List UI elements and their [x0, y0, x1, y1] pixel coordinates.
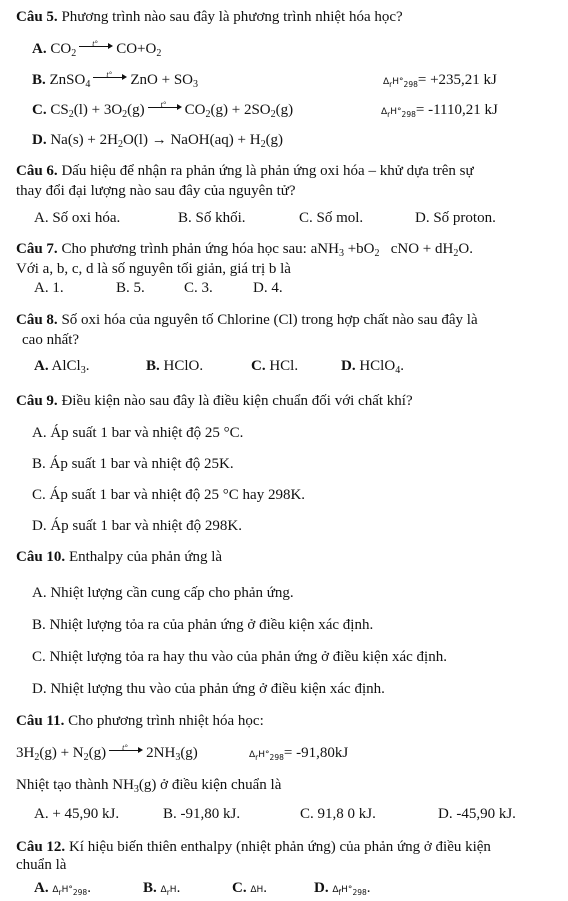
q10-number: Câu 10. — [16, 549, 66, 565]
q12-b-label: B. — [143, 880, 157, 896]
q10-option-d[interactable]: D. Nhiệt lượng thu vào của phản ứng ở điều kiện xác định. — [32, 681, 385, 697]
q12-d-label: D. — [314, 880, 329, 896]
q10-option-b[interactable]: B. Nhiệt lượng tỏa ra của phản ứng ở điều kiện xác định. — [32, 617, 374, 633]
q12-option-b[interactable]: B. $\Delta_rH$. — [143, 880, 181, 897]
q12-number: Câu 12. — [16, 839, 66, 855]
q11-equation: $3H_2(g) + N_2(g)$ t° $2NH_3(g)$ — [16, 743, 198, 763]
q6-option-d[interactable]: D. Số proton. — [415, 210, 496, 226]
q7-option-a[interactable]: A. 1. — [34, 280, 64, 296]
q7-option-d[interactable]: D. 4. — [253, 280, 283, 296]
q9-stem — [16, 392, 413, 410]
q9-text: Điều kiện nào sau đây là điều kiện chuẩn đối với chất khí? — [61, 393, 413, 409]
q10-stem — [16, 548, 222, 566]
q9-number: Câu 9. — [16, 393, 58, 409]
q7-stem: Câu 7. Cho phương trình phản ứng hóa học sau: $aNH_3 +bO_2$ cNO + $dH_2O$. — [16, 241, 473, 259]
q8-a-label: A. — [34, 358, 49, 374]
q5-stem — [16, 8, 403, 26]
q5-option-a[interactable]: A. $CO_2$ t° $CO+O_2$ — [32, 39, 162, 59]
q11-option-c[interactable]: C. 91,8 0 kJ. — [300, 806, 376, 822]
q11-number: Câu 11. — [16, 713, 65, 729]
q11-option-b[interactable]: B. -91,80 kJ. — [163, 806, 241, 822]
q8-c-label: C. — [251, 358, 266, 374]
q8-stem-line2: cao nhất? — [22, 332, 80, 348]
q11-stem — [16, 712, 264, 730]
q5-b-dh-value: +235,21 kJ — [430, 72, 497, 88]
q10-text: Enthalpy của phản ứng là — [68, 549, 223, 565]
q7-text: Cho phương trình phản ứng hóa học sau: — [61, 241, 307, 257]
q11-enthalpy: $\Delta_rH^\circ_{298}= -91,80kJ$ — [249, 745, 349, 762]
q8-stem-line1 — [16, 311, 478, 329]
q11-stem-line3: Nhiệt tạo thành $NH_3(g)$ ở điều kiện chuẩn là — [16, 777, 282, 795]
q5-d-label: D. — [32, 132, 47, 148]
q9-option-c[interactable]: C. Áp suất 1 bar và nhiệt độ 25 °C hay 298K. — [32, 487, 306, 503]
q6-stem-line1 — [16, 162, 474, 180]
q9-option-b[interactable]: B. Áp suất 1 bar và nhiệt độ 25K. — [32, 456, 234, 472]
q5-option-d[interactable]: D. $Na(s) + 2H_2O(l)$ → NaOH(aq) + $H_2(g)$ — [32, 132, 284, 150]
q12-a-label: A. — [34, 880, 49, 896]
q8-option-b[interactable]: B. HClO. — [146, 358, 204, 374]
q12-option-d[interactable]: D. $\Delta_fH^\circ_{298}$. — [314, 880, 371, 897]
q8-number: Câu 8. — [16, 312, 58, 328]
q9-option-d[interactable]: D. Áp suất 1 bar và nhiệt độ 298K. — [32, 518, 242, 534]
q8-option-a[interactable]: A. AlCl$_3$. — [34, 358, 90, 376]
q6-text-line1: Dấu hiệu để nhận ra phản ứng là phản ứng oxi hóa – khử dựa trên sự — [61, 163, 474, 179]
q11-text: Cho phương trình nhiệt hóa học: — [68, 713, 264, 729]
q11-line3-b: (g) ở điều kiện chuẩn là — [138, 777, 282, 793]
q7-number: Câu 7. — [16, 241, 58, 257]
q5-number: Câu 5. — [16, 9, 58, 25]
q8-text-line1: Số oxi hóa của nguyên tố Chlorine (Cl) trong hợp chất nào sau đây là — [61, 312, 478, 328]
q5-option-c[interactable]: C. $CS_2(l) + 3O_2(g)$ t° $CO_2(g) + 2SO_2(g)$ — [32, 100, 294, 120]
q11-option-a[interactable]: A. + 45,90 kJ. — [34, 806, 120, 822]
q5-c-label: C. — [32, 102, 47, 118]
q9-option-a[interactable]: A. Áp suất 1 bar và nhiệt độ 25 °C. — [32, 425, 244, 441]
q12-c-label: C. — [232, 880, 247, 896]
q8-option-c[interactable]: C. HCl. — [251, 358, 299, 374]
q12-text-line1: Kí hiệu biến thiên enthalpy (nhiệt phản ứng) của phản ứng ở điều kiện — [68, 839, 491, 855]
q8-b-label: B. — [146, 358, 160, 374]
q10-option-a[interactable]: A. Nhiệt lượng cần cung cấp cho phản ứng. — [32, 585, 294, 601]
q11-dh-value: -91,80kJ — [296, 745, 349, 761]
q5-text: Phương trình nào sau đây là phương trình nhiệt hóa học? — [61, 9, 403, 25]
q5-c-dh-value: -1110,21 kJ — [428, 102, 498, 118]
q11-option-d[interactable]: D. -45,90 kJ. — [438, 806, 516, 822]
q12-option-a[interactable]: A. $\Delta_rH^\circ_{298}$. — [34, 880, 91, 897]
q6-option-c[interactable]: C. Số mol. — [299, 210, 364, 226]
q5-c-enthalpy: $\Delta_rH^\circ_{298}= -1110,21$ kJ — [381, 102, 498, 119]
q6-number: Câu 6. — [16, 163, 58, 179]
q12-option-c[interactable]: C. ΔH. — [232, 880, 268, 896]
q11-line3-a: Nhiệt tạo thành — [16, 777, 109, 793]
q12-stem-line1 — [16, 838, 491, 856]
q6-stem-line2: thay đổi đại lượng nào sau đây của nguyên tử? — [16, 183, 296, 199]
q7-stem-line2: Với a, b, c, d là số nguyên tối giản, giá trị b là — [16, 261, 291, 277]
q7-option-c[interactable]: C. 3. — [184, 280, 213, 296]
q10-option-c[interactable]: C. Nhiệt lượng tỏa ra hay thu vào của phản ứng ở điều kiện xác định. — [32, 649, 447, 665]
q8-option-d[interactable]: D. HClO$_4$. — [341, 358, 404, 376]
q5-b-label: B. — [32, 72, 46, 88]
q8-d-label: D. — [341, 358, 356, 374]
q6-option-b[interactable]: B. Số khối. — [178, 210, 246, 226]
q12-stem-line2: chuẩn là — [16, 857, 67, 873]
q5-b-enthalpy: $\Delta_rH^\circ_{298}= +235,21$ kJ — [383, 72, 497, 89]
q5-option-b[interactable]: B. ZnSO$_4$ t° ZnO + $SO_3$ — [32, 70, 198, 90]
q7-option-b[interactable]: B. 5. — [116, 280, 145, 296]
q6-option-a[interactable]: A. Số oxi hóa. — [34, 210, 121, 226]
q5-a-label: A. — [32, 41, 47, 57]
